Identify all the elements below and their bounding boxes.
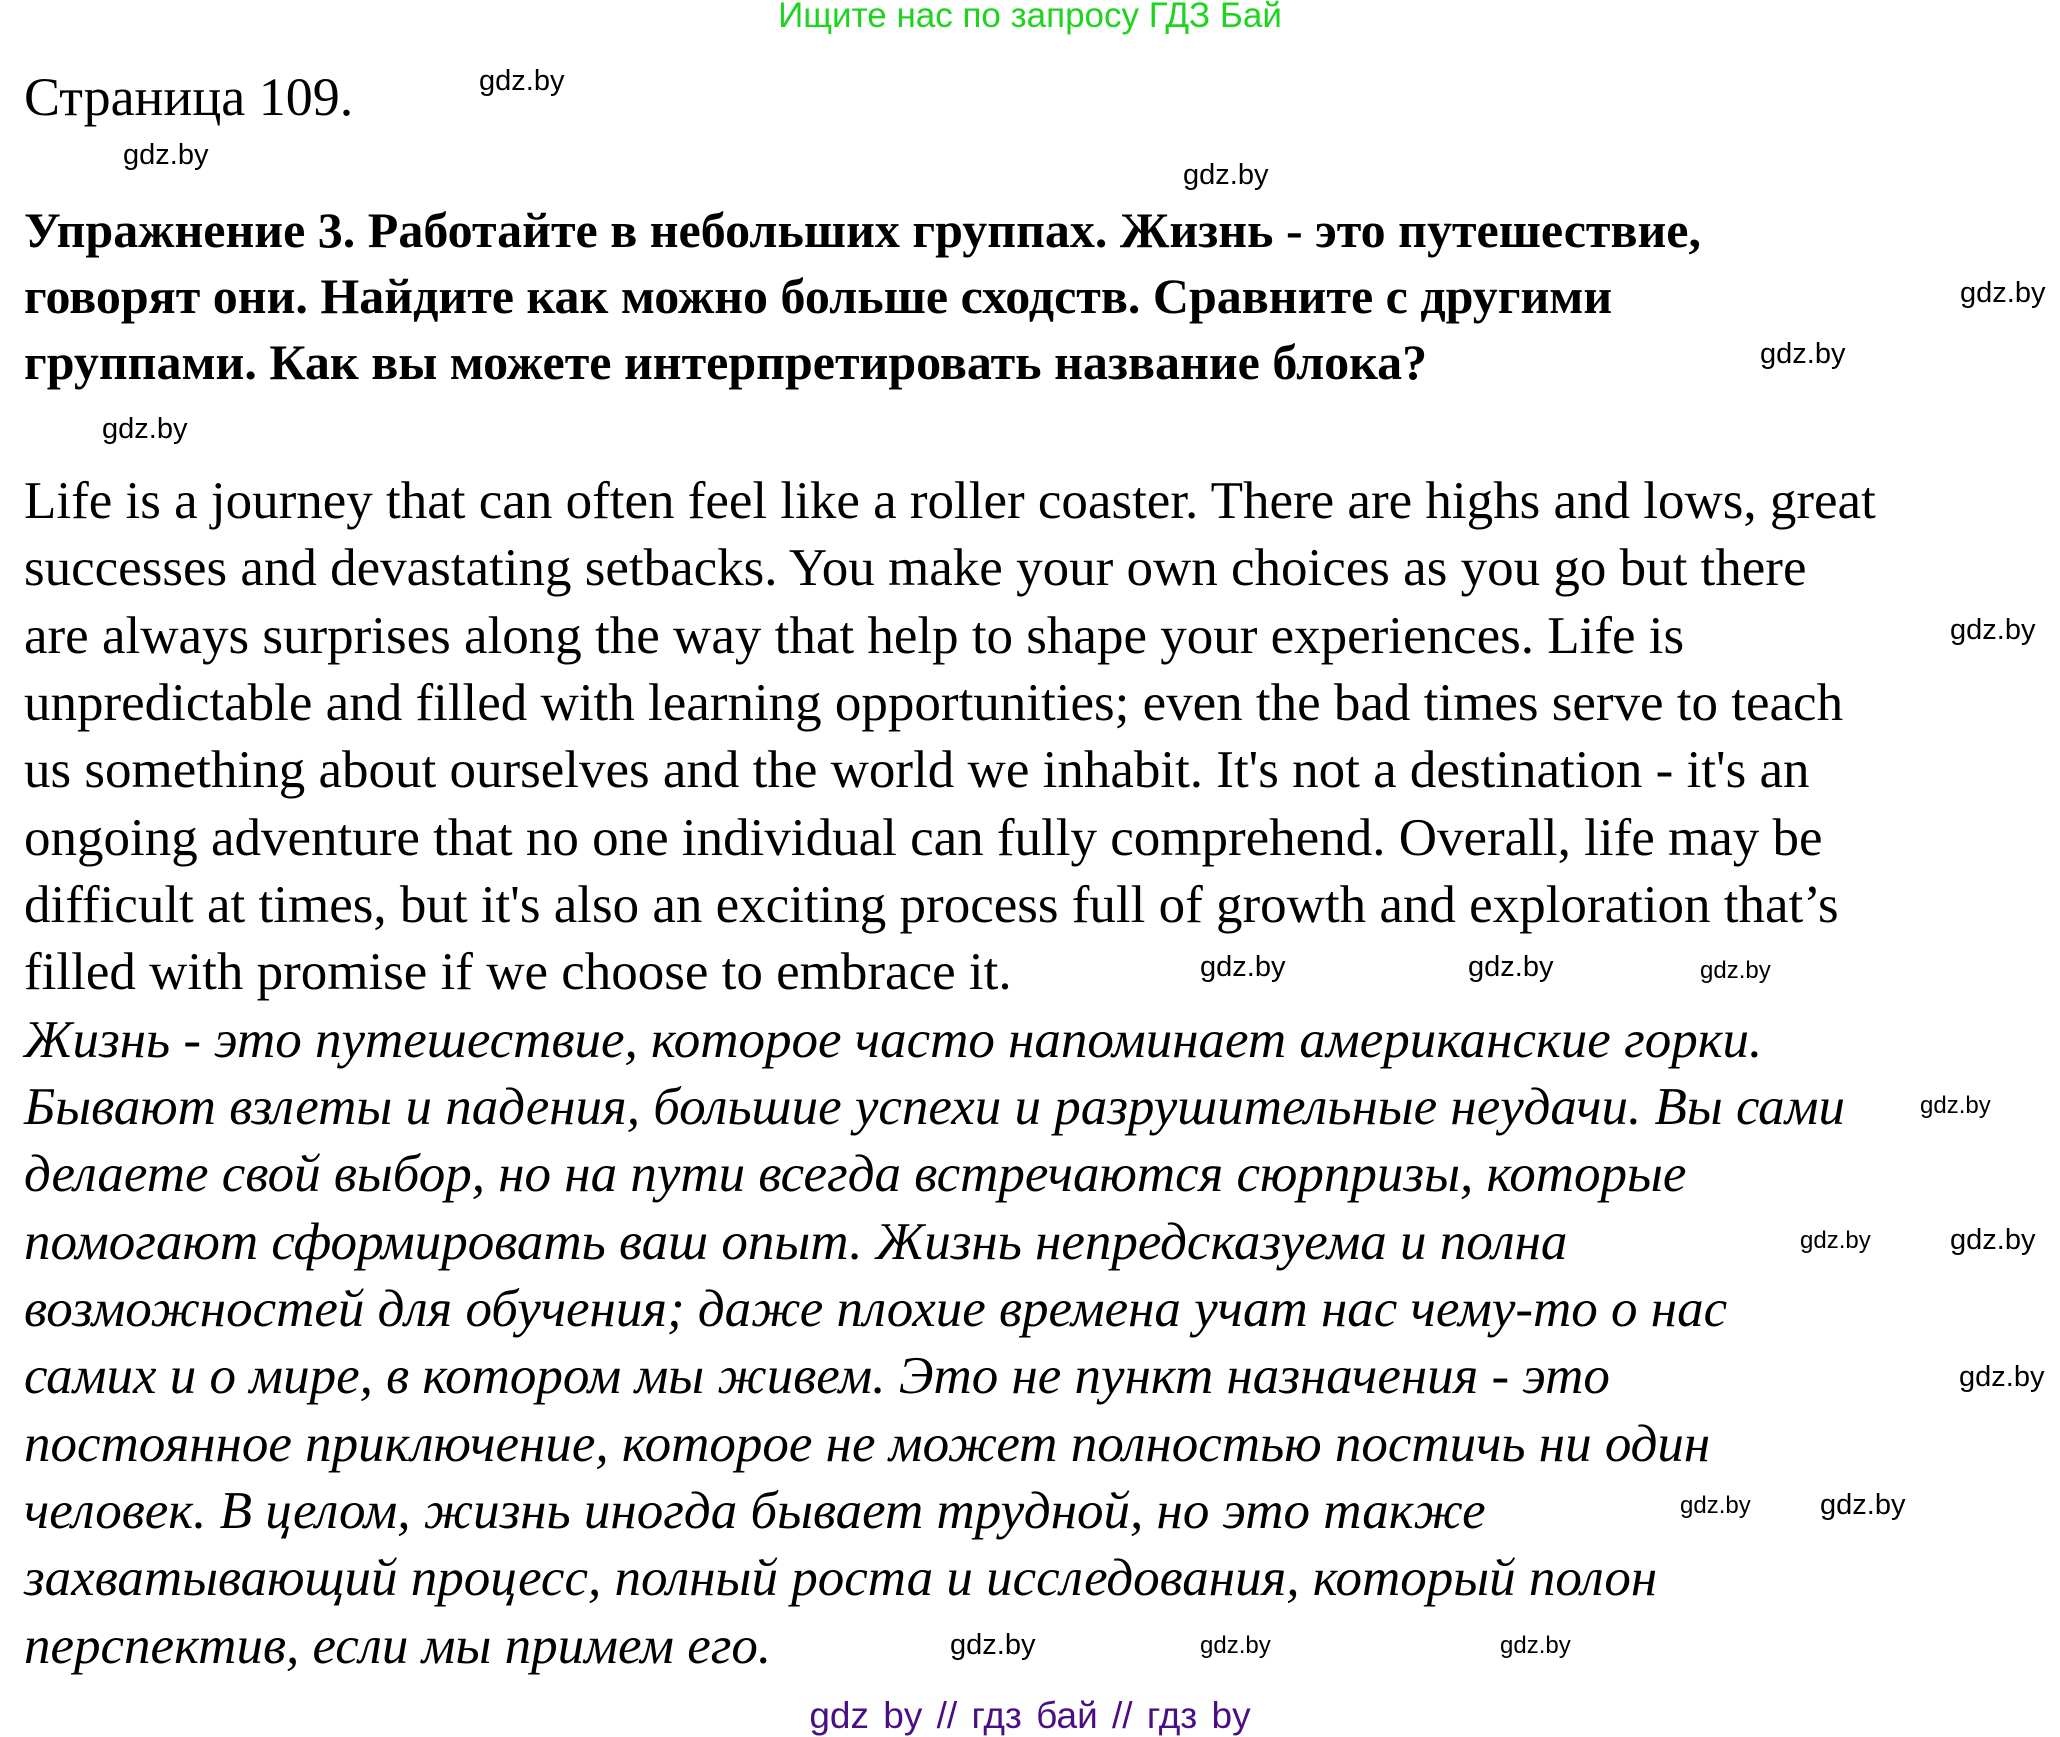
watermark: gdz.by — [1760, 338, 1846, 370]
footer-links: gdz by // гдз бай // гдз by — [809, 1695, 1251, 1736]
watermark: gdz.by — [950, 1629, 1036, 1661]
watermark: gdz.by — [1950, 1224, 2036, 1256]
russian-text-line: делаете свой выбор, но на пути всегда встречаются сюрпризы, которые — [24, 1145, 1687, 1203]
watermark: gdz.by — [102, 413, 188, 445]
watermark: gdz.by — [479, 65, 565, 97]
russian-text-line: помогают сформировать ваш опыт. Жизнь непредсказуема и полна — [24, 1213, 1568, 1271]
russian-text-line: перспектив, если мы примем его. — [24, 1617, 772, 1675]
exercise-heading-line: Упражнение 3. Работайте в небольших группах. Жизнь - это путешествие, — [24, 202, 1701, 258]
page-title: Страница 109. — [24, 67, 354, 127]
english-text-line: unpredictable and filled with learning opportunities; even the bad times serve to teach — [24, 674, 1844, 732]
watermark: gdz.by — [1800, 1227, 1871, 1254]
english-text-line: are always surprises along the way that help to shape your experiences. Life is — [24, 607, 1685, 665]
english-text-line: filled with promise if we choose to embrace it. — [24, 943, 1012, 1001]
english-text-line: ongoing adventure that no one individual can fully comprehend. Overall, life may be — [24, 809, 1823, 867]
russian-text-line: человек. В целом, жизнь иногда бывает трудной, но это также — [24, 1482, 1486, 1540]
watermark: gdz.by — [1500, 1632, 1571, 1659]
exercise-heading-line: говорят они. Найдите как можно больше сходств. Сравните с другими — [24, 268, 1613, 324]
english-text-line: Life is a journey that can often feel like a roller coaster. There are highs and lows, great — [24, 472, 1876, 530]
russian-text-line: возможностей для обучения; даже плохие времена учат нас чему-то о нас — [24, 1280, 1728, 1338]
watermark: gdz.by — [1950, 614, 2036, 646]
watermark: gdz.by — [1680, 1492, 1751, 1519]
english-text-line: difficult at times, but it's also an exciting process full of growth and exploration that’s — [24, 876, 1839, 934]
russian-text-line: постоянное приключение, которое не может полностью постичь ни один — [24, 1415, 1711, 1473]
watermark: gdz.by — [1468, 951, 1554, 983]
english-text-line: successes and devastating setbacks. You make your own choices as you go but there — [24, 539, 1807, 597]
watermark: gdz.by — [1200, 951, 1286, 983]
exercise-heading-line: группами. Как вы можете интерпретировать название блока? — [24, 334, 1428, 390]
english-text-line: us something about ourselves and the world we inhabit. It's not a destination - it's an — [24, 741, 1810, 799]
russian-text-line: Бывают взлеты и падения, большие успехи и разрушительные неудачи. Вы сами — [24, 1078, 1845, 1136]
watermark: gdz.by — [1920, 1092, 1991, 1119]
watermark: gdz.by — [1700, 957, 1771, 984]
russian-text-line: захватывающий процесс, полный роста и исследования, который полон — [24, 1549, 1658, 1607]
watermark: gdz.by — [123, 139, 209, 171]
watermark: gdz.by — [1183, 159, 1269, 191]
russian-text-line: самих и о мире, в котором мы живем. Это не пункт назначения - это — [24, 1347, 1610, 1405]
russian-text-line: Жизнь - это путешествие, которое часто напоминает американские горки. — [24, 1011, 1763, 1069]
watermark: gdz.by — [1960, 277, 2046, 309]
watermark: gdz.by — [1820, 1489, 1906, 1521]
watermark: gdz.by — [1959, 1361, 2045, 1393]
search-banner: Ищите нас по запросу ГДЗ Бай — [778, 0, 1282, 35]
watermark: gdz.by — [1200, 1632, 1271, 1659]
